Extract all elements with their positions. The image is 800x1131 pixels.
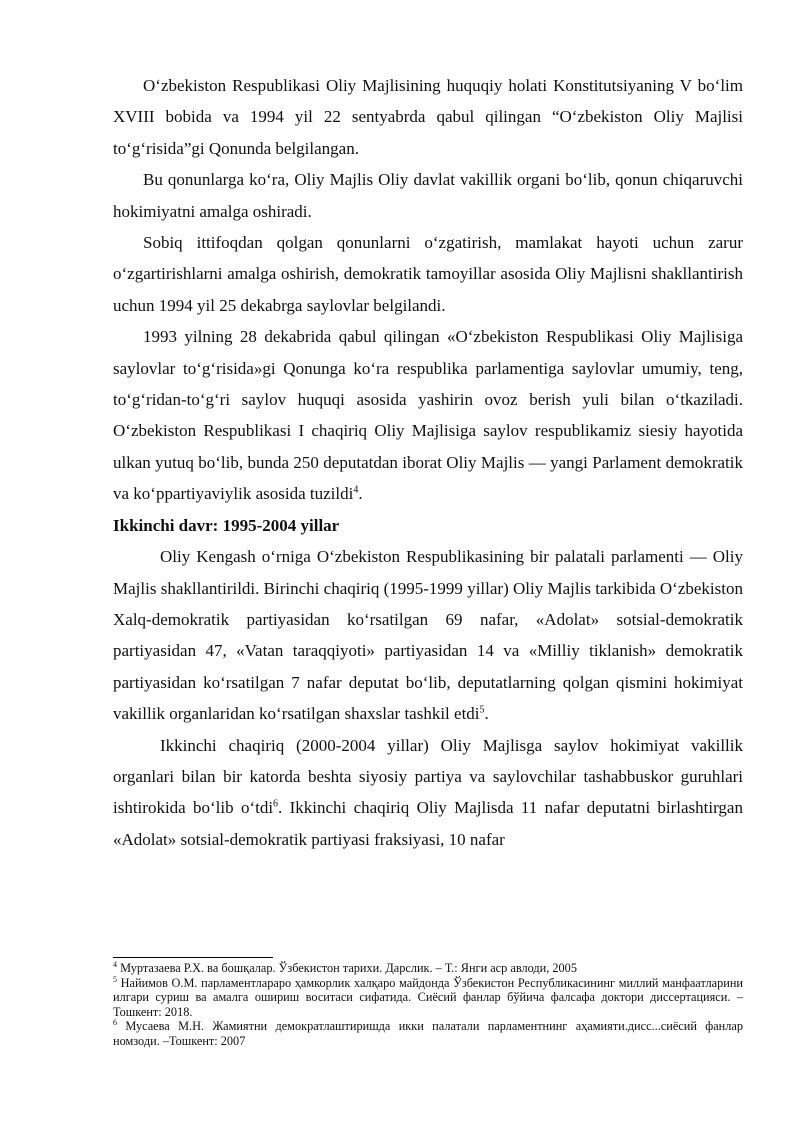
section-heading: Ikkinchi davr: 1995-2004 yillar bbox=[113, 515, 340, 535]
paragraph-text: Sobiq ittifoqdan qolgan qonunlarni o‘zgatirish, mamlakat hayoti uchun zarur o‘zgartirishlarni amalga oshirish, demokratik tamoyillar asosida Oliy Majlisni shakllantirish uchun 1994 yil 25 dekabrga saylovlar belgilandi. bbox=[113, 233, 743, 315]
paragraph-text: Bu qonunlarga ko‘ra, Oliy Majlis Oliy davlat vakillik organi bo‘lib, qonun chiqaruvchi hokimiyatni amalga oshiradi. bbox=[113, 170, 743, 221]
paragraph-1 bbox=[113, 70, 743, 164]
footnote-6 bbox=[113, 1019, 743, 1048]
footnote-text: Муртазаева Р.Х. ва бошқалар. Ўзбекистон тарихи. Дарслик. – Т.: Янги аср авлоди, 2005 bbox=[117, 961, 577, 975]
document-body bbox=[113, 70, 743, 855]
paragraph-tail: . Ikkinchi chaqiriq Oliy Majlisda 11 nafar deputatni birlashtirgan «Adolat» sotsial-demokratik partiyasi fraksiyasi, 10 nafar bbox=[113, 798, 743, 849]
paragraph-text: O‘zbekiston Respublikasi Oliy Majlisining huquqiy holati Konstitutsiyaning V bo‘lim XVIII bobida va 1994 yil 22 sentyabrda qabul qilingan “O‘zbekiston Oliy Majlisi to‘g‘risida”gi Qonunda belgilangan. bbox=[113, 76, 743, 158]
footnote-5 bbox=[113, 976, 743, 1020]
footnote-number: 4 bbox=[113, 959, 117, 969]
footnote-ref-4[interactable]: 4 bbox=[353, 484, 359, 496]
paragraph-2 bbox=[113, 164, 743, 227]
footnote-text: Найимов О.М. парламентлараро ҳамкорлик халқаро майдонда Ўзбекистон Республикасининг миллий манфаатларини илгари суриш ва амалга ошириш воситаси сифатида. Сиёсий фанлар бўйича фалсафа доктори диссертацияси. –Тошкент: 2018. bbox=[113, 975, 743, 1019]
paragraph-6 bbox=[113, 730, 743, 856]
footnote-ref-6[interactable]: 6 bbox=[273, 798, 279, 810]
paragraph-text: Ikkinchi chaqiriq (2000-2004 yillar) Oliy Majlisga saylov hokimiyat vakillik organlari bilan bir katorda beshta siyosiy partiya va saylovchilar tashabbuskor guruhlari ishtirokida bo‘lib o‘tdi bbox=[113, 735, 743, 818]
paragraph-text: 1993 yilning 28 dekabrida qabul qilingan «O‘zbekiston Respublikasi Oliy Majlisiga saylovlar to‘g‘risida»gi Qonunga ko‘ra respublika parlamentiga saylovlar umumiy, teng, to‘g‘ridan-to‘g‘ri saylov huquqi asosida yashirin ovoz berish yuli bilan o‘tkaziladi. O‘zbekiston Respublikasi I chaqiriq Oliy Majlisiga saylov respublikamiz siesiy hayotida ulkan yutuq bo‘lib, bunda 250 deputatdan iborat Oliy Majlis — yangi Parlament demokratik va ko‘ppartiyaviylik asosida tuzildi bbox=[113, 327, 743, 504]
paragraph-5 bbox=[113, 541, 743, 729]
paragraph-4: 1993 yilning 28 dekabrida qabul qilingan «O‘zbekiston Respublikasi Oliy Majlisiga saylovlar to‘g‘risida»gi Qonunga ko‘ra respublika parlamentiga saylovlar umumiy, teng, to‘g‘ridan-to‘g‘ri saylov huquqi asosida yashirin ovoz berish yuli bilan o‘tkaziladi. O‘zbekiston Respublikasi I chaqiriq Oliy Majlisiga saylov respublikamiz siesiy hayotida ulkan yutuq bo‘lib, bunda 250 deputatdan iborat Oliy Majlis — yangi Parlament demokratik va ko‘ppartiyaviylik asosida tuzildi$^4$. bbox=[113, 327, 743, 504]
paragraph-tail: . bbox=[484, 704, 489, 724]
footnote-number: 5 bbox=[113, 974, 117, 984]
footnotes bbox=[113, 961, 743, 1049]
footnote-separator bbox=[113, 957, 273, 958]
paragraph-3 bbox=[113, 227, 743, 321]
paragraph-text: Oliy Kengash o‘rniga O‘zbekiston Respublikasining bir palatali parlamenti — Oliy Majlis shakllantirildi. Birinchi chaqiriq (1995-1999 yillar) Oliy Majlis tarkibida O‘zbekiston Xalq-demokratik partiyasidan ko‘rsatilgan 69 nafar, «Adolat» sotsial-demokratik partiyasidan 47, «Vatan taraqqiyoti» partiyasidan 14 va «Milliy tiklanish» demokratik partiyasidan ko‘rsatilgan 7 nafar deputat bo‘lib, deputatlarning qolgan qismini hokimiyat vakillik organlaridan ko‘rsatilgan shaxslar tashkil etdi bbox=[113, 547, 743, 724]
footnote-4 bbox=[113, 961, 743, 976]
footnote-text: Мусаева М.Н. Жамиятни демократлаштиришда икки палатали парламентнинг аҳамияти.дисс...сиёсий фанлар номзоди. –Тошкент: 2007 bbox=[113, 1019, 743, 1048]
footnote-ref-5[interactable]: 5 bbox=[479, 704, 485, 716]
footnote-number: 6 bbox=[113, 1018, 117, 1028]
